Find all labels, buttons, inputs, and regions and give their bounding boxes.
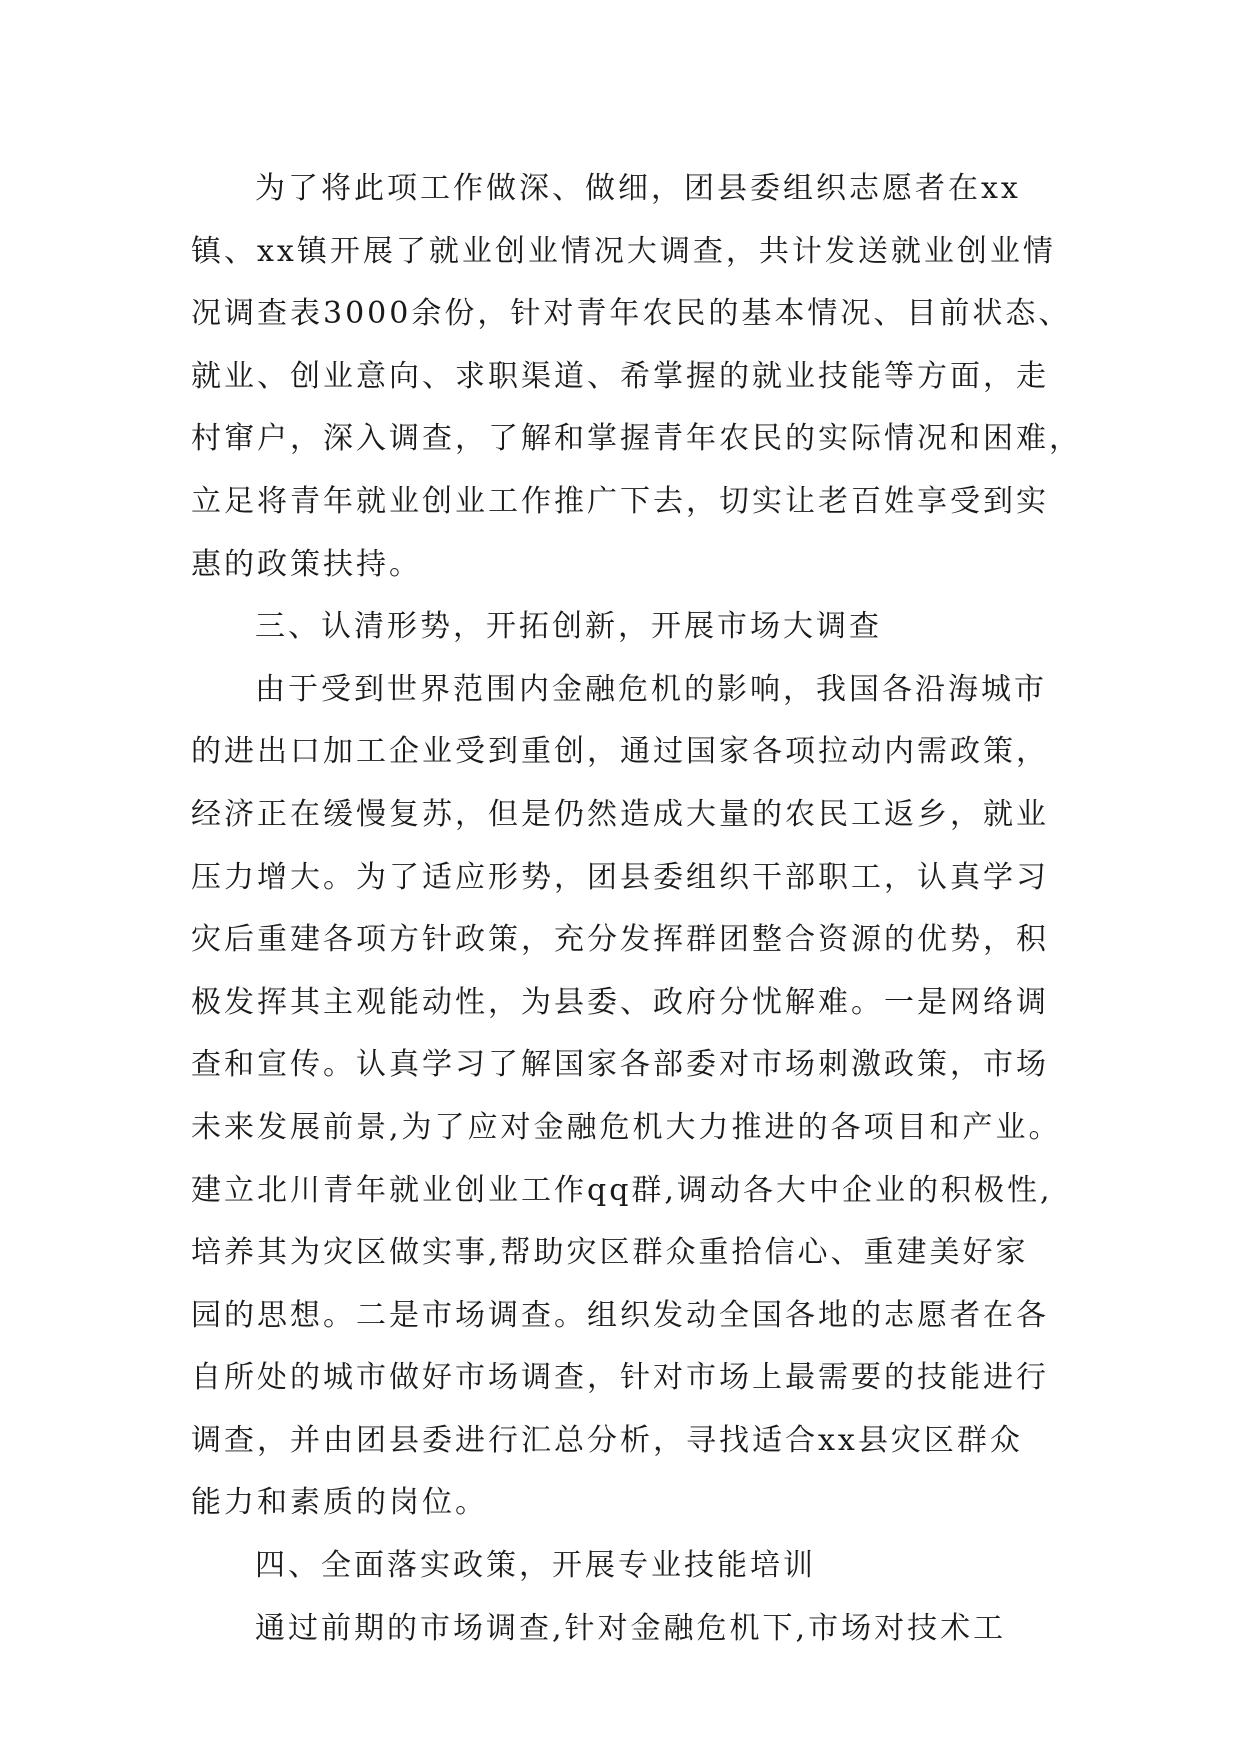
paragraph-line: 惠的政策扶持。 <box>191 546 422 582</box>
paragraph-line: 通过前期的市场调查,针对金融危机下,市场对技术工 <box>255 1610 1007 1646</box>
body-text <box>191 158 1082 1660</box>
paragraph-line: 极发挥其主观能动性，为县委、政府分忧解难。一是网络调 <box>191 984 1049 1020</box>
paragraph-line: 建立北川青年就业创业工作qq群,调动各大中企业的积极性, <box>191 1172 1053 1208</box>
paragraph-line: 调查，并由团县委进行汇总分析，寻找适合xx县灾区群众 <box>191 1422 1023 1458</box>
paragraph-line: 培养其为灾区做实事,帮助灾区群众重拾信心、重建美好家 <box>191 1235 1029 1271</box>
section-heading: 三、认清形势，开拓创新，开展市场大调查 <box>255 609 882 645</box>
paragraph-line: 况调查表3000余份，针对青年农民的基本情况、目前状态、 <box>191 296 1072 332</box>
paragraph-line: 压力增大。为了适应形势，团县委组织干部职工，认真学习 <box>191 859 1049 895</box>
paragraph-line: 立足将青年就业创业工作推广下去，切实让老百姓享受到实 <box>191 483 1049 519</box>
paragraph-line: 能力和素质的岗位。 <box>191 1485 488 1521</box>
paragraph-line: 未来发展前景,为了应对金融危机大力推进的各项目和产业。 <box>191 1109 1062 1145</box>
paragraph-line: 自所处的城市做好市场调查，针对市场上最需要的技能进行 <box>191 1360 1049 1396</box>
section-heading: 四、全面落实政策，开展专业技能培训 <box>255 1548 816 1584</box>
paragraph-line: 为了将此项工作做深、做细，团县委组织志愿者在xx <box>255 171 1021 206</box>
paragraph-line: 由于受到世界范围内金融危机的影响，我国各沿海城市 <box>255 671 1047 707</box>
paragraph-line: 村窜户，深入调查，了解和掌握青年农民的实际情况和困难， <box>191 421 1082 457</box>
paragraph-line: 园的思想。二是市场调查。组织发动全国各地的志愿者在各 <box>191 1297 1049 1333</box>
paragraph-line: 镇、xx镇开展了就业创业情况大调查，共计发送就业创业情 <box>191 233 1056 269</box>
paragraph-line: 查和宣传。认真学习了解国家各部委对市场刺激政策，市场 <box>191 1047 1049 1083</box>
paragraph-line: 经济正在缓慢复苏，但是仍然造成大量的农民工返乡，就业 <box>191 796 1049 832</box>
paragraph-line: 的进出口加工企业受到重创，通过国家各项拉动内需政策， <box>191 734 1049 770</box>
paragraph-line: 就业、创业意向、求职渠道、希掌握的就业技能等方面，走 <box>191 358 1049 394</box>
paragraph-line: 灾后重建各项方针政策，充分发挥群团整合资源的优势，积 <box>191 922 1049 958</box>
